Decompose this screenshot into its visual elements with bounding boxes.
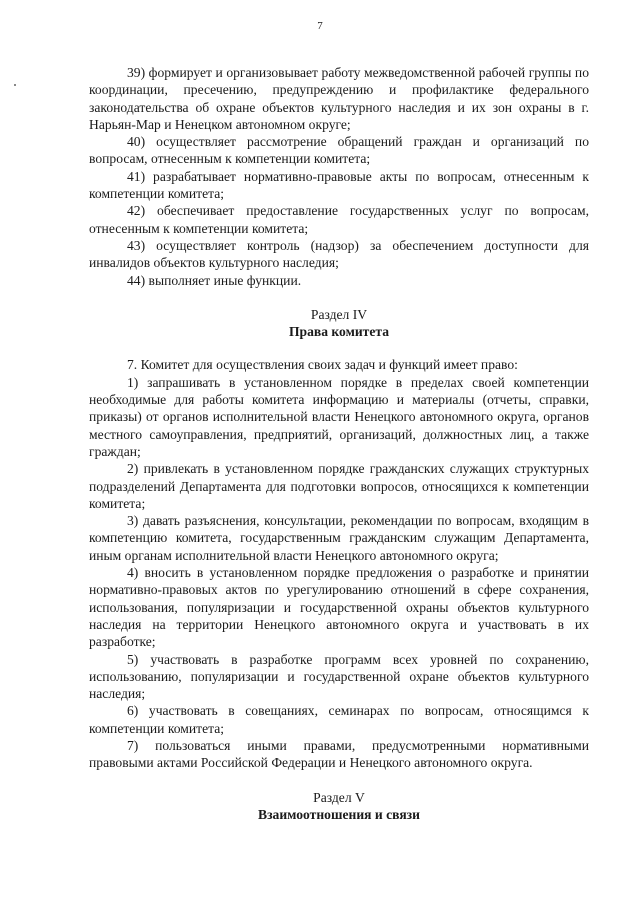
- page-number: 7: [317, 20, 323, 32]
- list-item: 39) формирует и организовывает работу межведомственной рабочей группы по координации, пресечению, предупреждению и профилактике федерального законодательства об охране объектов культурного наследия и их зон охраны в г. Нарьян-Мар и Ненецком автономном округе;: [89, 65, 589, 132]
- section-4-label: Раздел IV: [310, 306, 368, 322]
- list-item: 44) выполняет иные функции.: [127, 272, 302, 288]
- section-4-heading: Права комитета: [288, 324, 390, 340]
- list-item: 1) запрашивать в установленном порядке в пределах своей компетенции необходимые для работы комитета информацию и материалы (отчеты, справки, приказы) от органов исполнительной власти Ненецкого автономного округа, органов местного самоуправления, предприятий, организаций, должностных лиц, а также граждан;: [89, 374, 589, 459]
- list-item: 3) давать разъяснения, консультации, рекомендации по вопросам, входящим в компетенцию комитета, государственным гражданским служащим Департамента, иным органам исполнительной власти Ненецкого автономного округа;: [89, 513, 589, 563]
- list-item: 4) вносить в установленном порядке предложения о разработке и принятии нормативно-правовых актов по урегулированию отношений в сфере сохранения, использования, популяризации и государственной охраны объектов культурного наследия на территории Ненецкого автономного округа и участвовать в их разработке;: [89, 565, 589, 650]
- section-4-intro: 7. Комитет для осуществления своих задач и функций имеет право:: [127, 357, 518, 373]
- section-5-label: Раздел V: [313, 789, 365, 805]
- section-5-heading: Взаимоотношения и связи: [258, 806, 420, 822]
- list-item: 6) участвовать в совещаниях, семинарах по вопросам, относящимся к компетенции комитета;: [89, 703, 589, 736]
- list-item: 40) осуществляет рассмотрение обращений граждан и организаций по вопросам, отнесенным к компетенции комитета;: [89, 134, 589, 167]
- list-item: 43) осуществляет контроль (надзор) за обеспечением доступности для инвалидов объектов культурного наследия;: [89, 237, 589, 271]
- list-item: 7) пользоваться иными правами, предусмотренными нормативными правовыми актами Российской Федерации и Ненецкого автономного округа.: [89, 737, 589, 771]
- list-item: 42) обеспечивает предоставление государственных услуг по вопросам, отнесенным к компетенции комитета;: [89, 203, 589, 236]
- scan-artifact-dot: [14, 84, 16, 86]
- list-item: 2) привлекать в установленном порядке гражданских служащих структурных подразделений Департамента для подготовки вопросов, относящихся к компетенции комитета;: [89, 461, 589, 511]
- list-item: 5) участвовать в разработке программ всех уровней по сохранению, использованию, популяризации и государственной охране объектов культурного наследия;: [89, 651, 589, 702]
- list-item: 41) разрабатывает нормативно-правовые акты по вопросам, отнесенным к компетенции комитета;: [89, 168, 589, 202]
- document-body: [89, 64, 589, 839]
